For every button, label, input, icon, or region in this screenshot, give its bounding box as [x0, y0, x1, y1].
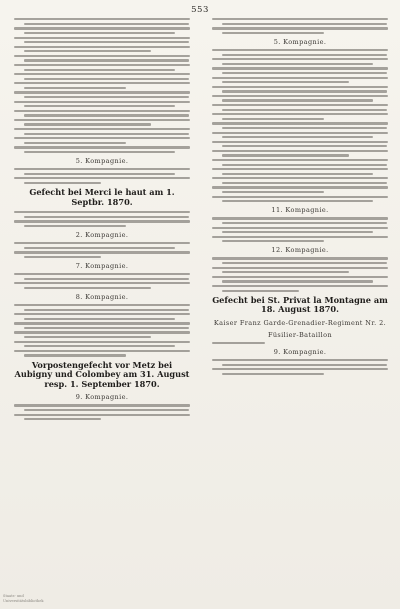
text-line: [222, 54, 387, 56]
section-heading-metz: Vorpostengefecht vor Metz bei Aubigny und Colombey am 31. August resp. 1. September 1870.: [14, 359, 190, 389]
text-line: [14, 341, 190, 343]
text-line: [222, 32, 324, 34]
text-line: [14, 322, 190, 324]
text-line: [212, 95, 388, 97]
text-line: [222, 222, 387, 224]
text-line: [212, 359, 388, 361]
company-heading: 8. Kompagnie.: [75, 293, 129, 302]
text-line: [222, 63, 373, 65]
text-line: [212, 276, 388, 278]
company-heading: 9. Kompagnie.: [273, 348, 327, 357]
text-line: [222, 231, 373, 233]
text-line: [212, 49, 388, 51]
text-line: [222, 164, 387, 166]
text-line: [222, 364, 387, 366]
text-line: [14, 46, 190, 48]
text-line: [212, 236, 388, 238]
text-line: [24, 309, 189, 311]
text-line: [212, 132, 388, 134]
text-line: [212, 150, 388, 152]
text-line: [14, 177, 190, 179]
text-line: [14, 211, 190, 213]
text-line: [212, 342, 265, 344]
text-line: [14, 119, 190, 121]
text-line: [24, 123, 151, 125]
text-line: [222, 23, 387, 25]
text-line: [24, 87, 126, 89]
text-line: [24, 345, 175, 347]
text-line: [222, 240, 324, 242]
text-line: [14, 146, 190, 148]
text-line: [14, 350, 190, 352]
text-line: [14, 331, 190, 333]
text-line: [14, 220, 190, 222]
company-heading: 9. Kompagnie.: [75, 393, 129, 402]
text-line: [222, 271, 349, 273]
text-line: [222, 373, 324, 375]
text-line: [14, 101, 190, 103]
text-line: [24, 142, 126, 144]
company-heading: 7. Kompagnie.: [75, 262, 129, 271]
text-line: [14, 37, 190, 39]
text-line: [24, 327, 189, 329]
text-line: [222, 99, 373, 101]
text-line: [24, 287, 151, 289]
text-line: [24, 336, 151, 338]
section-heading-privat: Gefecht bei St. Privat la Montagne am 18. August 1870.: [212, 294, 388, 315]
text-line: [222, 72, 387, 74]
text-line: [212, 177, 388, 179]
text-line: [24, 225, 126, 227]
text-line: [24, 133, 189, 135]
text-line: [24, 69, 175, 71]
text-line: [24, 78, 189, 80]
company-heading: 5. Kompagnie.: [273, 38, 327, 47]
text-line: [24, 173, 175, 175]
text-line: [222, 81, 349, 83]
text-line: [222, 182, 387, 184]
text-line: [24, 409, 189, 411]
library-stamp: Staats- und Universitätsbibliothek: [3, 594, 44, 603]
text-line: [24, 50, 151, 52]
text-line: [222, 145, 387, 147]
text-line: [14, 27, 190, 29]
text-line: [14, 64, 190, 66]
text-line: [24, 41, 189, 43]
text-line: [222, 290, 299, 292]
text-line: [14, 414, 190, 416]
company-heading: 12. Kompagnie.: [271, 246, 329, 255]
text-line: [24, 59, 189, 61]
text-line: [212, 285, 388, 287]
text-line: [24, 182, 101, 184]
text-line: [212, 159, 388, 161]
text-line: [14, 168, 190, 170]
text-line: [24, 114, 189, 116]
company-heading: 2. Kompagnie.: [75, 231, 129, 240]
text-line: [14, 404, 190, 406]
text-line: [222, 154, 349, 156]
text-line: [222, 280, 373, 282]
text-line: [24, 278, 189, 280]
text-line: [24, 23, 189, 25]
text-line: [14, 304, 190, 306]
text-line: [14, 313, 190, 315]
text-line: [222, 127, 387, 129]
text-line: [24, 96, 189, 98]
text-line: [24, 318, 175, 320]
text-line: [212, 67, 388, 69]
text-line: [14, 82, 190, 84]
text-line: [24, 151, 175, 153]
text-line: [24, 32, 175, 34]
company-heading: 5. Kompagnie.: [75, 157, 129, 166]
text-line: [222, 173, 373, 175]
text-line: [14, 128, 190, 130]
text-line: [24, 354, 126, 356]
text-line: [222, 191, 324, 193]
text-line: [14, 55, 190, 57]
text-line: [14, 282, 190, 284]
text-line: [212, 113, 388, 115]
text-line: [14, 18, 190, 20]
text-line: [14, 137, 190, 139]
text-line: [24, 105, 175, 107]
left-column: [14, 16, 190, 602]
text-line: [212, 86, 388, 88]
text-line: [212, 186, 388, 188]
text-line: [14, 242, 190, 244]
text-line: [222, 90, 387, 92]
section-heading-merci: Gefecht bei Merci le haut am 1. Septbr. 1870.: [29, 187, 175, 207]
text-line: [24, 418, 101, 420]
text-line: [14, 110, 190, 112]
text-line: [14, 273, 190, 275]
text-line: [212, 267, 388, 269]
text-line: [212, 168, 388, 170]
company-heading: 11. Kompagnie.: [271, 206, 329, 215]
text-line: [212, 77, 388, 79]
text-line: [14, 251, 190, 253]
text-line: [222, 118, 324, 120]
regiment-heading: Kaiser Franz Garde-Grenadier-Regiment Nr. 2.: [213, 318, 387, 327]
text-line: [212, 227, 388, 229]
text-line: [212, 104, 388, 106]
text-line: [24, 256, 101, 258]
right-column: [212, 16, 388, 602]
text-line: [222, 109, 387, 111]
text-line: [212, 368, 388, 370]
text-line: [222, 136, 373, 138]
text-line: [212, 217, 388, 219]
text-line: [212, 122, 388, 124]
page-number: 553: [191, 5, 209, 15]
text-line: [212, 196, 388, 198]
text-line: [222, 262, 387, 264]
text-line: [212, 27, 388, 29]
battalion-heading: Füsilier-Bataillon: [267, 330, 333, 339]
text-line: [212, 141, 388, 143]
text-line: [14, 91, 190, 93]
text-line: [222, 200, 373, 202]
text-line: [24, 216, 189, 218]
text-line: [212, 257, 388, 259]
text-line: [14, 73, 190, 75]
text-line: [212, 58, 388, 60]
text-line: [212, 18, 388, 20]
text-line: [24, 247, 175, 249]
